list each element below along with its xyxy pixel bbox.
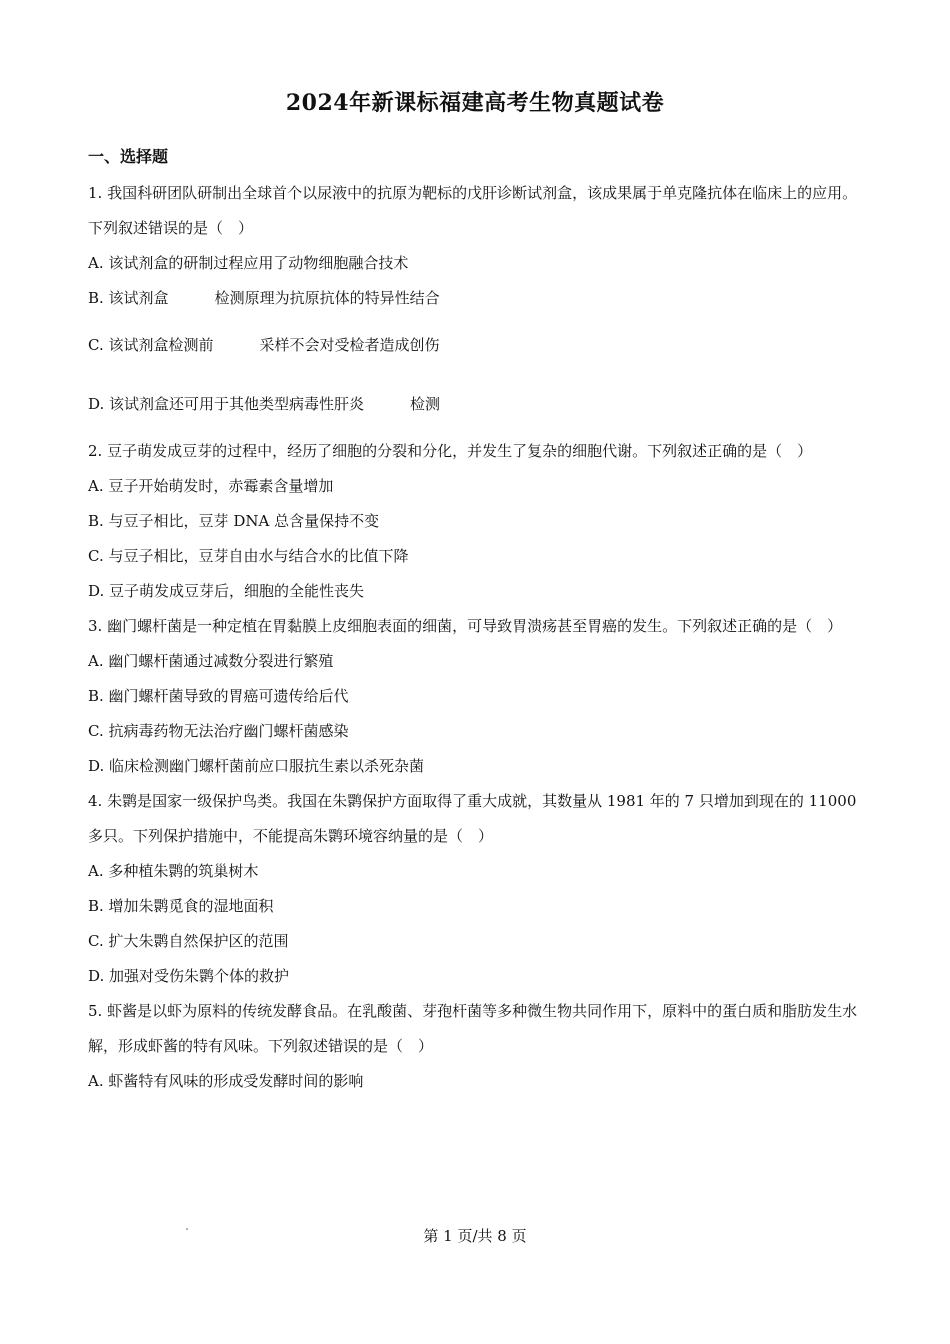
question-4-option-b: B. 增加朱鹮觅食的湿地面积 [88, 897, 274, 915]
page-title: 2024年新课标福建高考生物真题试卷 [285, 90, 665, 116]
question-2-option-b: B. 与豆子相比，豆芽 DNA 总含量保持不变 [88, 512, 380, 530]
question-2-option-d: D. 豆子萌发成豆芽后，细胞的全能性丧失 [88, 582, 365, 600]
question-2-option-c: C. 与豆子相比，豆芽自由水与结合水的比值下降 [88, 547, 409, 565]
question-2-option-a: A. 豆子开始萌发时，赤霉素含量增加 [88, 477, 334, 495]
question-3-option-c: C. 抗病毒药物无法治疗幽门螺杆菌感染 [88, 722, 349, 740]
question-4-stem: 4. 朱鹮是国家一级保护鸟类。我国在朱鹮保护方面取得了重大成就，其数量从 1981 年的 7 只增加到现在的 11000 多只。下列保护措施中，不能提高朱鹮环境容纳量的是（ ） [88, 792, 857, 845]
question-3-option-d: D. 临床检测幽门螺杆菌前应口服抗生素以杀死杂菌 [88, 757, 425, 775]
question-1-option-d [88, 387, 864, 422]
question-1-option-a: A. 该试剂盒的研制过程应用了动物细胞融合技术 [88, 254, 409, 272]
question-1-option-c [88, 328, 864, 363]
option-d-part1: D. 该试剂盒还可用于其他类型病毒性肝炎 [88, 395, 365, 413]
section-heading: 一、选择题 [88, 147, 169, 166]
option-c-part1: C. 该试剂盒检测前 [88, 336, 214, 354]
question-3-option-b: B. 幽门螺杆菌导致的胃癌可遗传给后代 [88, 687, 349, 705]
question-1-option-b [88, 281, 864, 316]
question-3-option-a: A. 幽门螺杆菌通过减数分裂进行繁殖 [88, 652, 334, 670]
option-b-part2: 检测原理为抗原抗体的特异性结合 [214, 289, 440, 307]
page-footer: 第 1 页/共 8 页 [423, 1227, 527, 1245]
question-4-option-d: D. 加强对受伤朱鹮个体的救护 [88, 967, 290, 985]
question-5-option-a: A. 虾酱特有风味的形成受发酵时间的影响 [88, 1072, 364, 1090]
option-c-part2: 采样不会对受检者造成创伤 [259, 336, 440, 354]
question-3-stem: 3. 幽门螺杆菌是一种定植在胃黏膜上皮细胞表面的细菌，可导致胃溃疡甚至胃癌的发生。下列叙述正确的是（ ） [88, 617, 843, 635]
option-d-part2: 检测 [410, 395, 441, 413]
question-5-stem: 5. 虾酱是以虾为原料的传统发酵食品。在乳酸菌、芽孢杆菌等多种微生物共同作用下，原料中的蛋白质和脂肪发生水解，形成虾酱的特有风味。下列叙述错误的是（ ） [88, 1002, 858, 1055]
question-list [88, 176, 864, 1099]
option-b-part1: B. 该试剂盒 [88, 289, 169, 307]
question-1-stem: 1. 我国科研团队研制出全球首个以尿液中的抗原为靶标的戊肝诊断试剂盒，该成果属于单克隆抗体在临床上的应用。下列叙述错误的是（ ） [88, 184, 858, 237]
question-2-stem: 2. 豆子萌发成豆芽的过程中，经历了细胞的分裂和分化，并发生了复杂的细胞代谢。下列叙述正确的是（ ） [88, 442, 813, 460]
question-4-option-c: C. 扩大朱鹮自然保护区的范围 [88, 932, 289, 950]
question-4-option-a: A. 多种植朱鹮的筑巢树木 [88, 862, 259, 880]
